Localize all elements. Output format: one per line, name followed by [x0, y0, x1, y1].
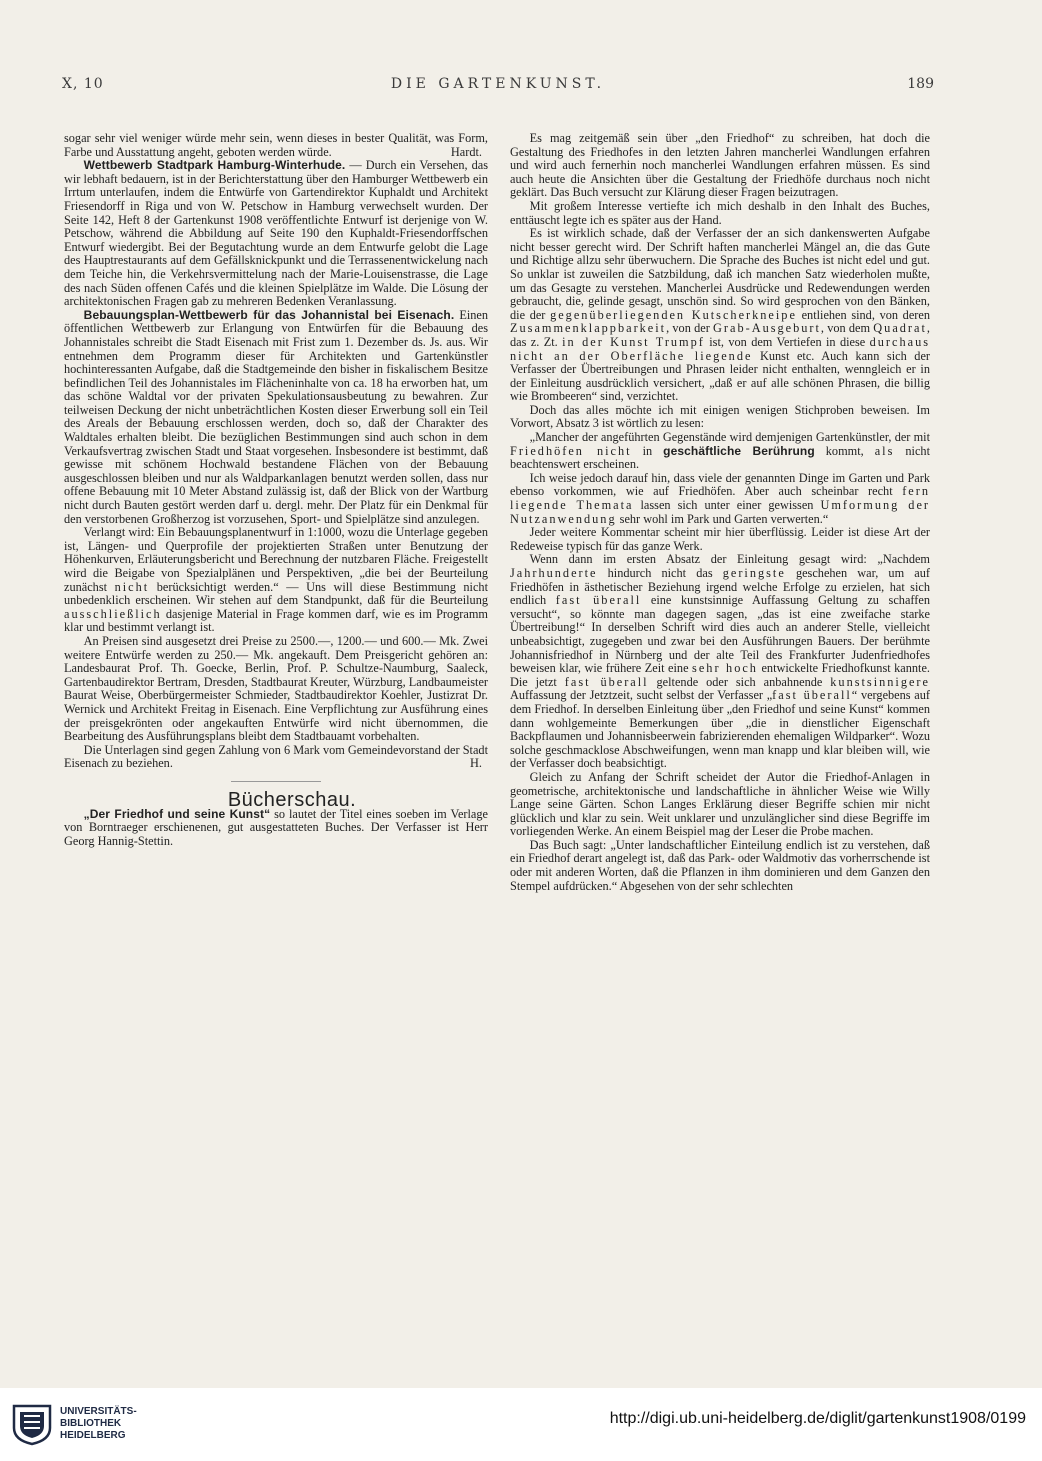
paragraph: Wenn dann im ersten Absatz der Einleitung gesagt wird: „Nachdem Jahrhunderte hindurch nicht das geringste geschehen war, um auf Friedhöfen in ästhetischer Beziehung irgend welche Erfolge zu erzielen, hat sich endlich fast überall eine kunstsinnige Auffassung Geltung zu schaffen versucht“, so könnte man dagegen sagen, „das ist eine zweifache starke Übertreibung!“ In derselben Schrift wird dies auch an anderer Stelle, vielleicht unbeabsichtigt, zugegeben und zwar bei den Ausführungen Bauers. Der berühmte Johannisfriedhof in Nürnberg und der alte Teil des Frankfurter Judenfriedhofes beweisen klar, wie frühere Zeit eine sehr hoch entwickelte Friedhofkunst kannte. Die jetzt fast überall geltende oder sich anbahnende kunstsinnigere Auffassung der Jetztzeit, sucht selbst der Verfasser „fast überall“ vergebens auf dem Friedhof. In derselben Einleitung über „den Friedhof und seine Kunst“ kommen dann wohlgemeinte Bemerkungen über „die in dienstlicher Eigenschaft Backpflaumen und Johannisbeerwein fabrizierenden ehemaligen Wildparker“. Wozu solche geschmacklose Abschweifungen, wenn man knapp und klar bleiben will, wie der Verfasser doch beabsichtigt. [510, 552, 931, 771]
signature: H. [470, 756, 482, 771]
library-name: UNIVERSITÄTS- BIBLIOTHEK HEIDELBERG [60, 1406, 137, 1441]
paragraph: sogar sehr viel weniger würde mehr sein, wenn dieses in bester Qualität, was Form, Farbe und Ausstattung angeht, geboten werden würde. Hardt. [64, 131, 488, 159]
separator-rule [231, 781, 321, 782]
paragraph: Mit großem Interesse vertiefte ich mich deshalb in den Inhalt des Buches, enttäuscht legte ich es später aus der Hand. [510, 198, 930, 227]
paragraph: Es mag zeitgemäß sein über „den Friedhof“ zu schreiben, hat doch die Gestaltung des Friedhofes in den letzten Jahren mancherlei Wandlungen erfahren und wird auch fernerhin noch mancherlei Wandlungen erfahren müssen. Es sind auch heute die Ansichten über die Gestaltung der Friedhöfe durchaus noch nicht geklärt. Das Buch versucht zur Klärung dieser Fragen beizutragen. [510, 131, 930, 200]
paragraph: Verlangt wird: Ein Bebauungsplanentwurf in 1:1000, wozu die Unterlage gegeben ist, Längen- und Querprofile der projektierten Straßen unter Benutzung der Höhenkurven, Erläuterungsbericht und Berechnung der nutzbaren Fläche. Freigestellt wird die Beigabe von Spezialplänen und Perspektiven, „die bei der Beurteilung zunächst nicht berücksichtigt werden.“ — Uns will diese Bestimmung nicht unbedenklich erscheinen. Wir stehen auf dem Standpunkt, daß für die Beurteilung ausschließlich dasjenige Material in Frage kommen darf, wie es im Programm klar und bestimmt verlangt ist. [64, 525, 488, 635]
running-header [62, 76, 934, 98]
paragraph: Bebauungsplan-Wettbewerb für das Johannistal bei Eisenach. Einen öffentlichen Wettbewerb zur Erlangung von Entwürfen für die Bebauung des Johannistales schreibt die Stadt Eisenach mit Frist zum 1. Dezember ds. Js. aus. Wir entnehmen dem Programm dieser für Architekten und Gartenkünstler hochinteressanten Aufgabe, daß die Stadtgemeinde den bisher in fiskalischem Besitze befindlichen Teil des Johannistales im Flächeninhalte von ca. 18 ha erworben hat, um das schöne Waldtal vor der privaten Spekulationsausbeutung zu bewahren. Zur teilweisen Deckung der nicht unbeträchtlichen Kosten dieser Erwerbung soll ein Teil des Areals der Bebauung erschlossen werden, doch so, daß der Charakter des Waldtales erhalten bleibt. Die bezüglichen Bestimmungen sind auch schon in dem Verkaufsvertrag zwischen Stadt und Staat vorgesehen. Insbesondere ist bestimmt, daß gewisse mit schönem Hochwald bestandene Flächen von der Bebauung ausgeschlossen bleiben und nur als Waldparkanlagen benutzt werden sollen, dass nur offene Bebauung mit 10 Meter Abstand zulässig ist, daß der Blick von der Wartburg nicht durch Bauten gestört werden darf u. dergl. mehr. Der Platz für ein Denkmal für den verstorbenen Großherzog ist vorzusehen, Sport- und Spielplätze sind anzulegen. [64, 307, 488, 526]
rubric-heading: Wettbewerb Stadtpark Hamburg-Winterhude. [83, 158, 346, 173]
section-title: Bücherschau. [227, 788, 357, 811]
footer-bar [0, 1388, 1042, 1461]
left-column [64, 132, 488, 848]
university-seal-icon [12, 1402, 52, 1446]
paragraph: Gleich zu Anfang der Schrift scheidet der Autor die Friedhof-Anlagen in geometrische, architektonische und landschaftliche in ähnlicher Weise wie Willy Lange seine Gärten. Schon Langes Erklärung dieser Begriffe schien mir nicht glücklich und klar zu sein. Weit unklarer und unzulänglicher sind diese Begriffe im vorliegenden Werke. An einem Beispiel mag der Leser die Probe machen. [510, 769, 930, 839]
paragraph: „Der Friedhof und seine Kunst“ so lautet der Titel eines soeben im Verlage von Borntraeger erschienenen, gut ausgestatteten Buches. Der Verfasser ist Herr Georg Hannig-Stettin. [64, 806, 488, 848]
journal-title: DIE GARTENKUNST. [390, 76, 606, 92]
paragraph: Wettbewerb Stadtpark Hamburg-Winterhude. — Durch ein Versehen, das wir lebhaft bedauern, ist in der Berichterstattung über den Hamburger Wettbewerb ein Irrtum unterlaufen, indem die Entwürfe von Gartendirektor Kuphaldt und Architekt Friesendorff in Riga und von W. Petschow in Hamburg verwechselt wurden. Der Seite 142, Heft 8 der Gartenkunst 1908 veröffentlichte Entwurf ist derjenige von W. Petschow, während die Abbildung auf Seite 190 den Kuphaldt-Friesendorffschen Entwurf wiedergibt. Bei der Begutachtung wurde an dem Entwurfe gelobt die Lage des Hauptrestaurants auf dem Gefällsknickpunkt und die Terrassenentwickelung nach dem Teiche hin, die Verkehrsvermittelung nach der Marie-Louisenstrasse, die Lage des nach Süden offenen Cafés und die kleinen Spielplätze im Walde. Die Lösung der architektonischen Fragen gab zu mehreren Bedenken Veranlassung. [64, 158, 488, 309]
paragraph: Jeder weitere Kommentar scheint mir hier überflüssig. Leider ist diese Art der Redeweise typisch für das ganze Werk. [510, 525, 930, 553]
paragraph: Die Unterlagen sind gegen Zahlung von 6 Mark vom Gemeindevorstand der Stadt Eisenach zu beziehen. H. [64, 742, 488, 771]
paragraph: Das Buch sagt: „Unter landschaftlicher Einteilung endlich ist zu verstehen, daß ein Friedhof derart angelegt ist, daß das Park- oder Waldmotiv das vorherrschende ist oder mit anderen Worten, daß die Pflanzen in ihm dominieren und dem Ganzen den Stempel aufdrücken.“ Abgesehen von der sehr schlechten [510, 837, 930, 893]
page-number: 189 [907, 76, 934, 92]
book-title: „Der Friedhof und seine Kunst“ [83, 806, 271, 821]
paragraph: Es ist wirklich schade, daß der Verfasser der an sich dankenswerten Aufgabe nicht besser gerecht wird. Der Schrift haften mancherlei Mängel an, die das Gute und Richtige allzu sehr überwuchern. Die Sprache des Buches ist nicht edel und gut. So unklar ist zuweilen die Satzbildung, daß ich manchen Satz wiederholen mußte, um das Gesagte zu verstehen. Mancherlei Ausdrücke und Redewendungen werden gebraucht, die, gelinde gesagt, unschön sind. So wird gesprochen von den Bänken, die der gegenüberliegenden Kutscherkneipe entliehen sind, von deren Zusammenklappbarkeit, von der Grab-Ausgeburt, von dem Quadrat, das z. Zt. in der Kunst Trumpf ist, von dem Vertiefen in diese durchaus nicht an der Oberfläche liegende Kunst etc. Auch kann sich der Verfasser der Übertreibungen und Phrasen leider nicht enthalten, wenngleich er in der Einleitung ausdrücklich versichert, „daß er auf alle schönen Phrasen, die billig wie Brombeeren“ sind, verzichtet. [510, 226, 931, 404]
paragraph: „Mancher der angeführten Gegenstände wird demjenigen Gartenkünstler, der mit Friedhöfen nicht in geschäftliche Berührung kommt, als nicht beachtenswert erscheinen. [510, 430, 930, 472]
paragraph: An Preisen sind ausgesetzt drei Preise zu 2500.—, 1200.— und 600.— Mk. Zwei weitere Entwürfe werden zu 250.— Mk. angekauft. Dem Preisgericht gehören an: Landesbaurat Prof. Th. Goecke, Berlin, Prof. P. Schultze-Naumburg, Saaleck, Gartenbaudirektor Bertram, Dresden, Stadtbaurat Kreuter, Würzburg, Landbaumeister Baurat Weise, Oberbürgermeister Schmieder, Stadtbaudirektor Koehler, Justizrat Dr. Wernick und Architekt Freitag in Eisenach. Eine Verpflichtung zur Ausführung eines der preisgekrönten oder angekauften Entwürfe wird nicht übernommen, die Bearbeitung des Ausführungsplans bleibt dem Stadtbauamt vorbehalten. [64, 633, 488, 744]
volume-number: X, 10 [62, 76, 104, 92]
paragraph: Doch das alles möchte ich mit einigen wenigen Stichproben beweisen. Im Vorwort, Absatz 3 ist wörtlich zu lesen: [510, 402, 930, 431]
right-column [510, 132, 930, 893]
paragraph: Ich weise jedoch darauf hin, dass viele der genannten Dinge im Garten und Park ebenso vorkommen, wie auf Friedhöfen. Aber auch scheinbar recht fern liegende Themata lassen sich unter einer gewissen Umformung der Nutzanwendung sehr wohl im Park und Garten verwerten.“ [510, 470, 930, 526]
rubric-heading: Bebauungsplan-Wettbewerb für das Johannistal bei Eisenach. [83, 307, 455, 322]
signature: Hardt. [450, 144, 482, 159]
permalink-url[interactable]: http://digi.ub.uni-heidelberg.de/diglit/gartenkunst1908/0199 [609, 1410, 1026, 1427]
